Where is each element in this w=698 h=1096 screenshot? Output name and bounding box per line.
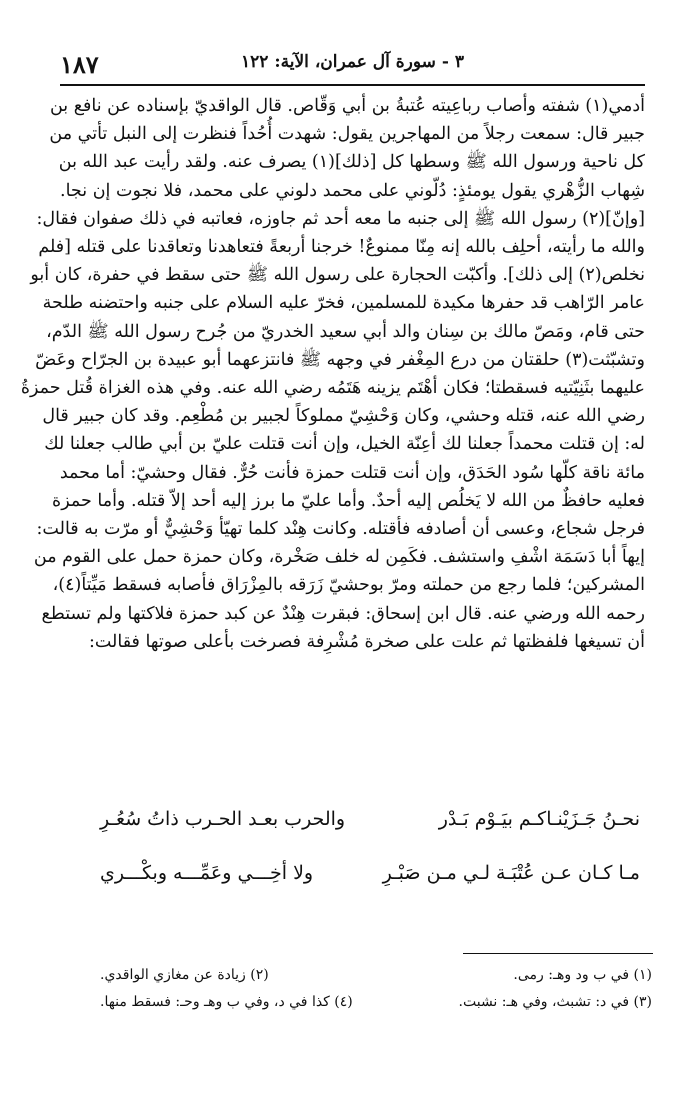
verse-row <box>70 862 640 916</box>
text-line: كل ناحية ورسول الله ﷺ وسطها كل [ذلك](١) يصرف عنه. ولقد رأيت عبد الله بن <box>58 152 645 173</box>
verse-second-hemistich: ولا أخِـــي وعَمِّـــه وبكْـــري <box>100 862 314 884</box>
text-line: أن تسيغها فلفظتها ثم علت على صخرة مُشْرِفة فصرخت بأعلى صوتها فقالت: <box>88 631 645 652</box>
text-line: وتشبّثت(٣) حلقتان من درع المِغْفر في وجهه ﷺ فانتزعهما أبو عبيدة بن الجرّاح وعَضّ <box>35 349 645 370</box>
main-text <box>20 92 645 656</box>
footnote-4: (٤) كذا في د، وفي ب وهـ وحـ: فسقط منها. <box>100 994 353 1010</box>
footnotes <box>100 962 652 1016</box>
text-line: له: إن قتلت محمداً جعلنا لك أعِنّة الخيل، وإن أنت قتلت عليّ بن أبي طالب جعلنا لك <box>44 434 645 455</box>
text-line: مائة ناقة كلّها سُود الحَدَق، وإن أنت قتلت حمزة فأنت حُرٌّ. فقال وحشيّ: أما محمد <box>59 462 645 483</box>
text-line: فعليه حافظٌ من الله لا يَخلُص إليه أحدٌ. وأما عليّ ما برز إليه أحد إلاّ قتله. وأما حمزة <box>52 490 645 511</box>
text-line: جبير قال: سمعت رجلاً من المهاجرين يقول: شهدت أُحُداً فنظرت إلى النبل تأتي من <box>49 124 645 145</box>
page-number: ١٨٧ <box>60 50 99 79</box>
text-line: المشركين؛ فلما رجع من حملته ومرّ بوحشيّ زَرَقه بالمِزْرَاق فأصابه فسقط مَيِّتاً(٤)، <box>52 575 645 596</box>
text-line: عامر الرّاهب قد حفرها مكيدة للمسلمين، فخرّ عليه السلام على جنبه واحتضنه طلحة <box>42 293 645 314</box>
text-line: عليهما بثَنِيّتيه فسقطتا؛ فكان أهْتَم يزينه هَتَمُه رضي الله عنه. وفي هذه الغزاة قُتل حمزةُ <box>20 378 645 399</box>
verse-first-hemistich: نحـنُ جَـزَيْنـاكـم بيَـوْم بَـدْر <box>438 808 640 830</box>
footnote-2: (٢) زيادة عن مغازي الواقدي. <box>100 967 269 983</box>
footnote-divider <box>463 953 653 954</box>
footnote-row <box>100 962 652 989</box>
text-line: رحمه الله ورضي عنه. قال ابن إسحاق: فبقرت هِنْدٌ عن كبد حمزة فلاكتها ولم تستطع <box>41 603 645 624</box>
text-line: شِهاب الزُّهْري يقول يومئذٍ: دُلّوني على محمد دلوني على محمد، فلا نجوت إن نجا. <box>60 180 645 201</box>
footnote-row <box>100 989 652 1016</box>
text-line: [وإنّ](٢) رسول الله ﷺ إلى جنبه ما معه أحد ثم جاوزه، فعاتبه في ذلك صفوان فقال: <box>36 208 645 229</box>
page-header <box>60 46 645 86</box>
text-line: رضي الله عنه، قتله وحشي، وكان وَحْشِيّ مملوكاً لجبير بن مُطْعِم. وقد كان جبير قال <box>42 406 645 427</box>
verse-second-hemistich: والحرب بعـد الحـرب ذاتُ سُعُـرِ <box>100 808 346 830</box>
text-line: أدمي(١) شفته وأصاب رباعِيته عُتبةُ بن أبي وَقّاص. قال الواقديّ بإسناده عن نافع بن <box>49 96 645 116</box>
footnote-1: (١) في ب ود وهـ: رمى. <box>513 967 652 983</box>
footnote-3: (٣) في د: تشبث، وفي هـ: نشبت. <box>458 994 652 1010</box>
poetry-verses <box>70 808 640 916</box>
text-line: إيهاً أبا دَسَمَة اشْفِ واستشف. فكَمِن له خلف صَخْرة، وكان حمزة حمل على القوم من <box>33 547 645 568</box>
text-line: فرجل شجاع، وعسى أن أصادفه فأقتله. وكانت هِنْد كلما تهيّأ وَحْشِيٌّ أو مرّت به قالت: <box>36 519 645 540</box>
verse-row <box>70 808 640 862</box>
running-title: ٣ - سورة آل عمران، الآية: ١٢٢ <box>241 52 464 72</box>
text-line: حتى قام، ومَصّ مالك بن سِنان والد أبي سعيد الخدريّ من جُرح رسول الله ﷺ الدّم، <box>46 321 645 342</box>
verse-first-hemistich: مـا كـان عـن عُتْبَـة لـي مـن صَبْـرِ <box>382 862 640 884</box>
text-line: والله ما رأيته، أحلِف بالله إنه مِنّا ممنوعٌ! خرجنا أربعةً فتعاهدنا وتعاقدنا على قتله [فلم <box>38 237 645 258</box>
text-line: نخلص(٢) إلى ذلك]. وأكبّت الحجارة على رسول الله ﷺ حتى سقط في حفرة، كان أبو <box>30 265 645 286</box>
